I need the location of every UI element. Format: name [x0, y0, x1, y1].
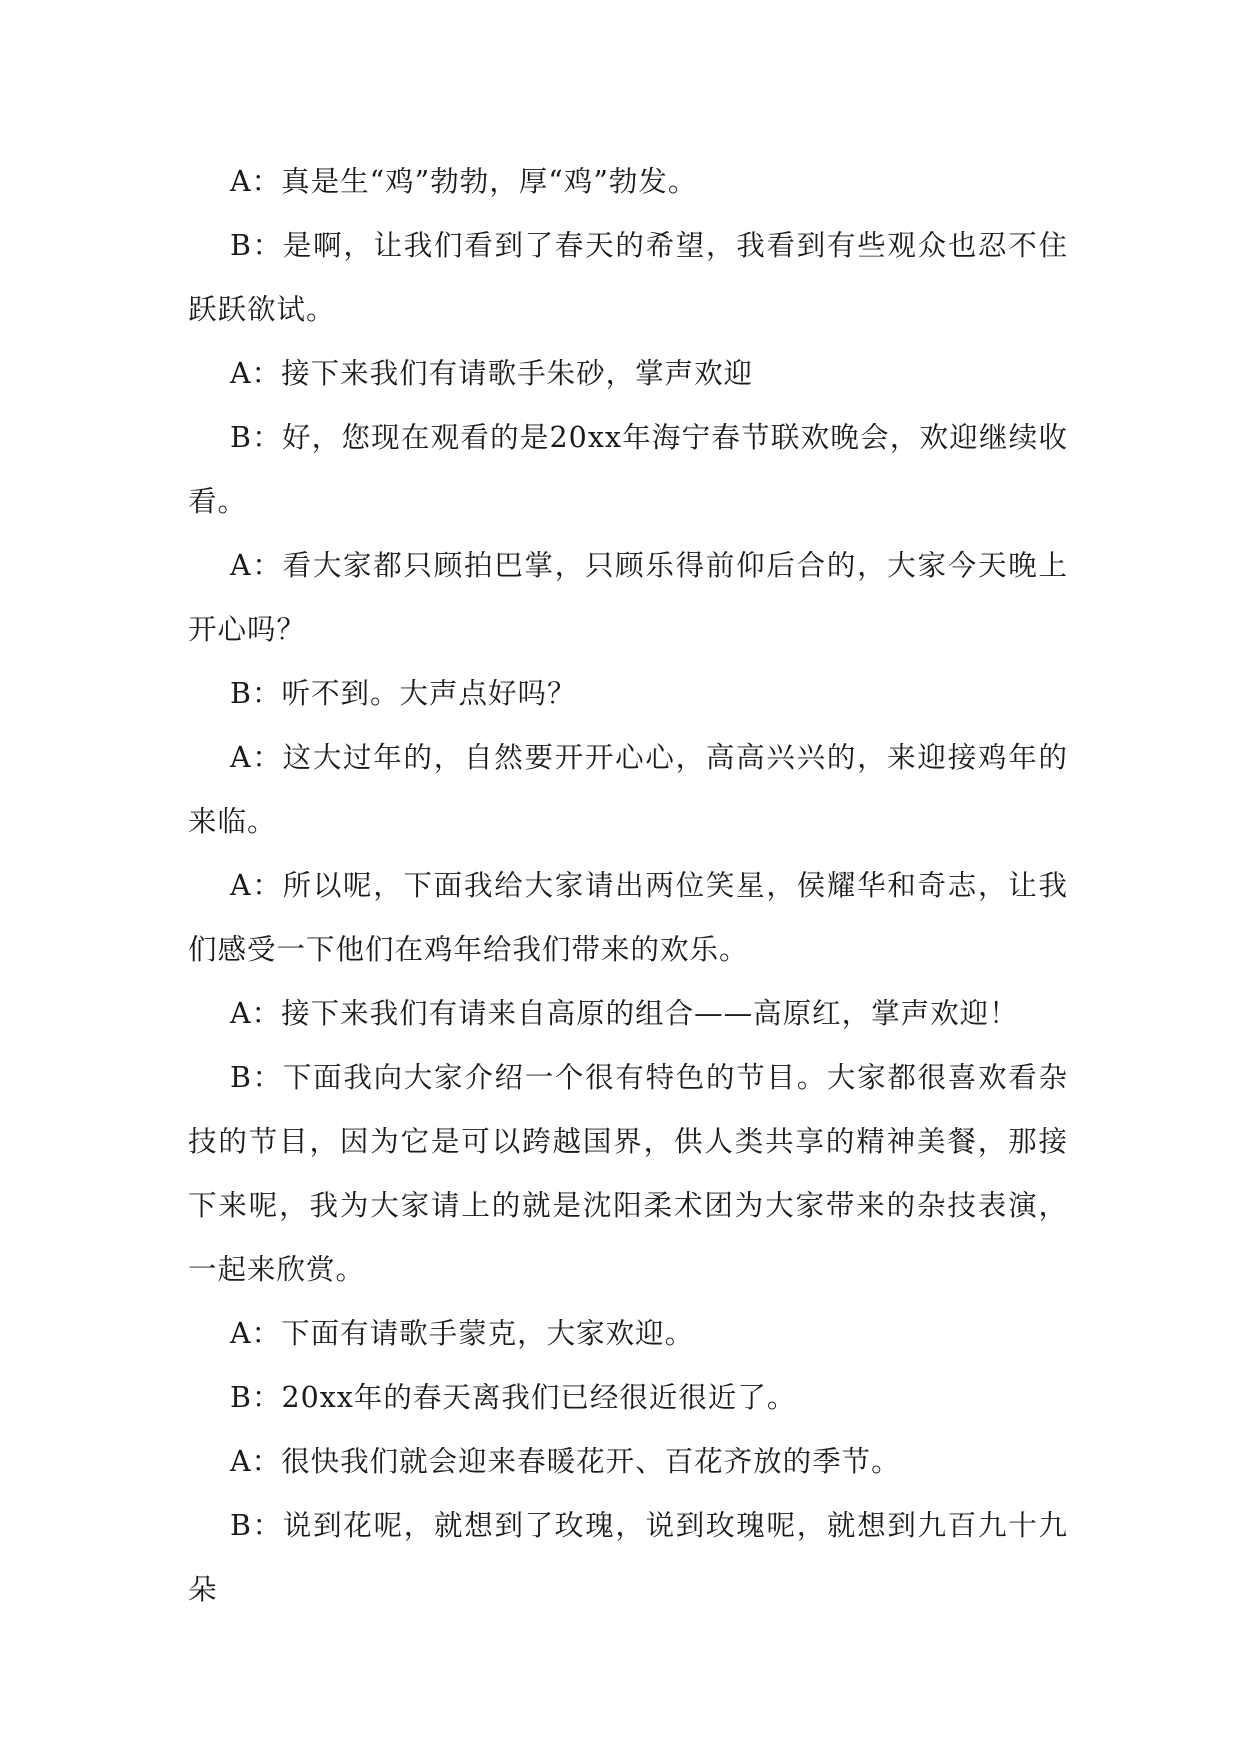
dialogue-text: 听不到。大声点好吗？: [281, 677, 577, 710]
speaker-label: B: [230, 229, 252, 262]
speaker-separator: ：: [251, 1381, 282, 1414]
speaker-label: B: [230, 1061, 252, 1094]
dialogue-line: [188, 406, 1068, 534]
speaker-separator: ：: [251, 357, 282, 390]
dialogue-line: [188, 1302, 1068, 1366]
speaker-label: B: [230, 1381, 252, 1414]
dialogue-text: 接下来我们有请来自高原的组合——高原红，掌声欢迎！: [281, 997, 1019, 1030]
dialogue-line: [188, 1494, 1068, 1622]
dialogue-line: [188, 214, 1068, 342]
speaker-label: A: [230, 165, 252, 198]
dialogue-text: 20xx年的春天离我们已经很近很近了。: [281, 1381, 797, 1414]
dialogue-text: 这大过年的，自然要开开心心，高高兴兴的，来迎接鸡年的来临。: [188, 741, 1068, 838]
speaker-label: A: [230, 1317, 252, 1350]
dialogue-text: 下面有请歌手蒙克，大家欢迎。: [281, 1317, 695, 1350]
speaker-label: A: [230, 1445, 252, 1478]
speaker-label: A: [230, 357, 252, 390]
speaker-separator: ：: [251, 549, 283, 582]
dialogue-line: [188, 1366, 1068, 1430]
dialogue-body: [188, 150, 1068, 1622]
speaker-label: B: [230, 677, 252, 710]
dialogue-line: [188, 150, 1068, 214]
speaker-separator: ：: [251, 997, 282, 1030]
dialogue-text: 接下来我们有请歌手朱砂，掌声欢迎: [281, 357, 754, 390]
speaker-label: B: [230, 421, 252, 454]
dialogue-text: 所以呢，下面我给大家请出两位笑星，侯耀华和奇志，让我们感受一下他们在鸡年给我们带来的欢乐。: [188, 869, 1068, 966]
dialogue-line: [188, 1430, 1068, 1494]
speaker-separator: ：: [251, 1445, 282, 1478]
speaker-separator: ：: [251, 1317, 282, 1350]
dialogue-text: 说到花呢，就想到了玫瑰，说到玫瑰呢，就想到九百九十九朵: [188, 1509, 1068, 1606]
dialogue-text: 是啊，让我们看到了春天的希望，我看到有些观众也忍不住跃跃欲试。: [188, 229, 1068, 326]
speaker-separator: ：: [251, 421, 282, 454]
speaker-label: B: [230, 1509, 252, 1542]
speaker-separator: ：: [251, 229, 283, 262]
speaker-separator: ：: [251, 1061, 283, 1094]
dialogue-line: [188, 1046, 1068, 1302]
speaker-label: A: [230, 549, 252, 582]
speaker-separator: ：: [251, 741, 283, 774]
speaker-label: A: [230, 869, 252, 902]
speaker-separator: ：: [251, 677, 282, 710]
dialogue-text: 真是生“鸡”勃勃，厚“鸡”勃发。: [281, 165, 698, 198]
dialogue-line: [188, 726, 1068, 854]
speaker-label: A: [230, 741, 252, 774]
dialogue-line: [188, 982, 1068, 1046]
dialogue-text: 下面我向大家介绍一个很有特色的节目。大家都很喜欢看杂技的节目，因为它是可以跨越国界，供人类共享的精神美餐，那接下来呢，我为大家请上的就是沈阳柔术团为大家带来的杂技表演，一起来欣赏。: [188, 1061, 1068, 1286]
speaker-separator: ：: [251, 165, 282, 198]
speaker-separator: ：: [251, 869, 283, 902]
dialogue-line: [188, 342, 1068, 406]
speaker-label: A: [230, 997, 252, 1030]
dialogue-text: 很快我们就会迎来春暖花开、百花齐放的季节。: [281, 1445, 901, 1478]
dialogue-text: 看大家都只顾拍巴掌，只顾乐得前仰后合的，大家今天晚上开心吗？: [188, 549, 1068, 646]
speaker-separator: ：: [251, 1509, 283, 1542]
dialogue-text: 好，您现在观看的是20xx年海宁春节联欢晚会，欢迎继续收看。: [188, 421, 1068, 518]
dialogue-line: [188, 534, 1068, 662]
dialogue-line: [188, 662, 1068, 726]
dialogue-line: [188, 854, 1068, 982]
